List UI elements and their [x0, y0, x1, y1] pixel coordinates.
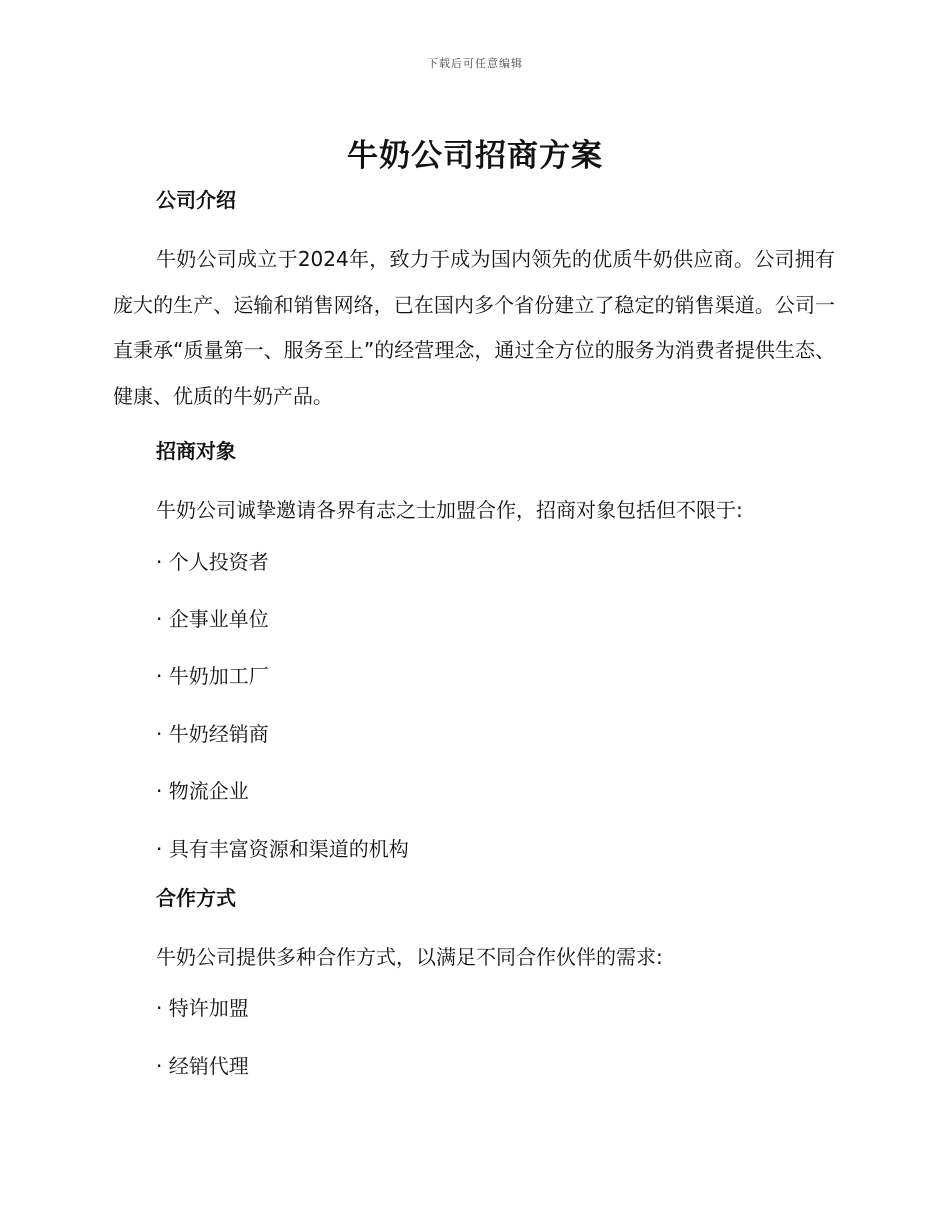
list-item: · 经销代理 [156, 1053, 249, 1078]
list-item: · 特许加盟 [156, 996, 249, 1021]
section-heading-target: 招商对象 [156, 439, 236, 463]
section-heading-cooperation: 合作方式 [156, 885, 236, 910]
cooperation-intro-paragraph: 牛奶公司提供多种合作方式，以满足不同合作伙伴的需求: [156, 944, 663, 969]
target-list [113, 534, 835, 878]
list-item: · 企事业单位 [156, 606, 269, 631]
company-intro-paragraph: 牛奶公司成立于2024年，致力于成为国内领先的优质牛奶供应商。公司拥有庞大的生产、运输和销售网络，已在国内多个省份建立了稳定的销售渠道。公司一直秉承“质量第一、服务至上”的经营理念，通过全方位的服务为消费者提供生态、健康、优质的牛奶产品。 [113, 247, 835, 408]
list-item: · 具有丰富资源和渠道的机构 [156, 836, 409, 861]
list-item: · 个人投资者 [156, 549, 269, 574]
list-item: · 牛奶经销商 [156, 721, 269, 746]
document-title: 牛奶公司招商方案 [347, 138, 603, 174]
document-body [113, 180, 835, 1095]
header-note: 下载后可任意编辑 [427, 57, 523, 70]
list-item: · 牛奶加工厂 [156, 664, 269, 689]
cooperation-list [113, 980, 835, 1095]
list-item: · 物流企业 [156, 779, 249, 804]
target-intro-paragraph: 牛奶公司诚挚邀请各界有志之士加盟合作，招商对象包括但不限于: [156, 498, 743, 522]
section-heading-company-intro: 公司介绍 [156, 188, 236, 212]
